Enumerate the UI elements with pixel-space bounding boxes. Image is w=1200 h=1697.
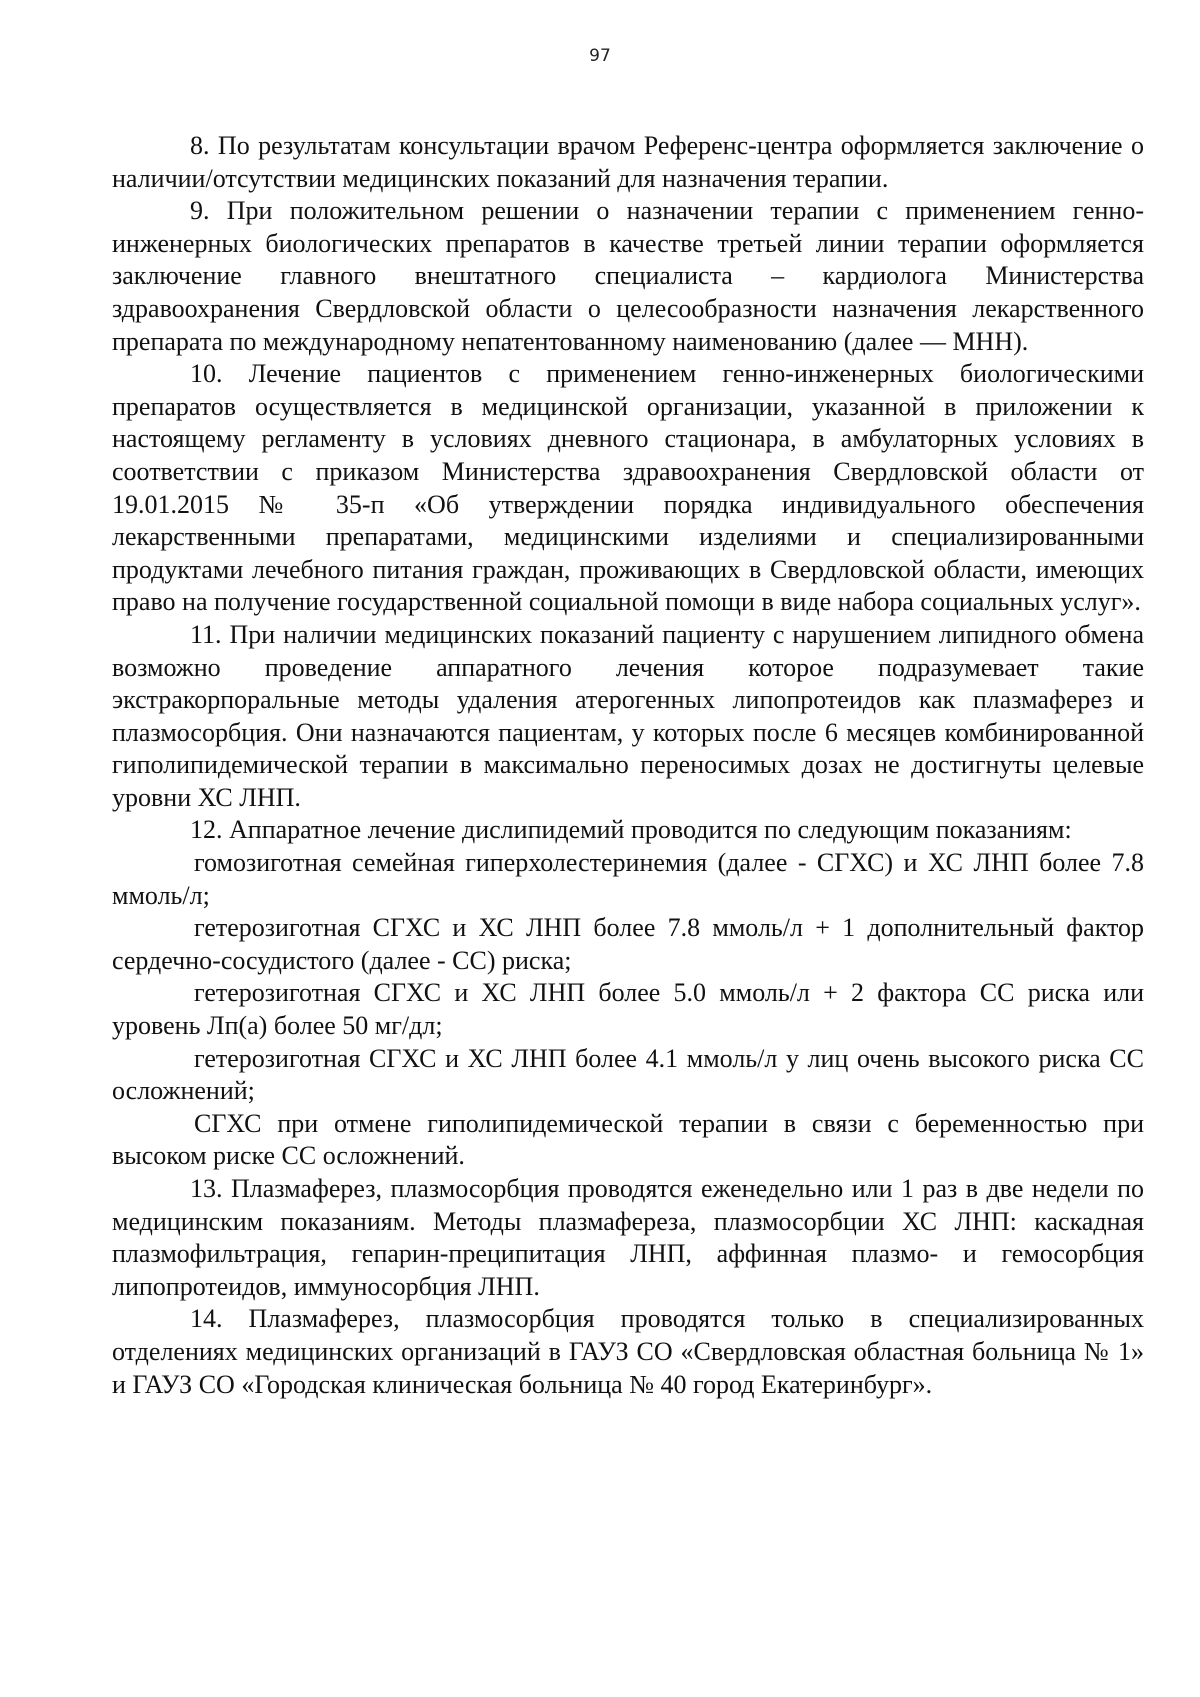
paragraph-11: 11. При наличии медицинских показаний пациенту с нарушением липидного обмена возможно проведение аппаратного лечения которое подразумевает такие экстракорпоральные методы удаления атерогенных липопротеидов как плазмаферез и плазмосорбция. Они назначаются пациентам, у которых после 6 месяцев комбинированной гиполипидемической терапии в максимально переносимых дозах не достигнуты целевые уровни ХС ЛНП. — [112, 619, 1144, 812]
indication-item: гомозиготная семейная гиперхолестеринемия (далее - СГХС) и ХС ЛНП более 7.8 ммоль/л; — [112, 848, 1144, 910]
paragraph-12: 12. Аппаратное лечение дислипидемий проводится по следующим показаниям: — [190, 815, 1072, 845]
paragraph-14: 14. Плазмаферез, плазмосорбция проводятся только в специализированных отделениях медицинских организаций в ГАУЗ СО «Свердловская областная больница № 1» и ГАУЗ СО «Городская клиническая больница № 40 город Екатеринбург». — [112, 1304, 1144, 1399]
indication-item: СГХС при отмене гиполипидемической терапии в связи с беременностью при высоком риске СС осложнений. — [112, 1108, 1144, 1171]
paragraph-13: 13. Плазмаферез, плазмосорбция проводятся еженедельно или 1 раз в две недели по медицинским показаниям. Методы плазмафереза, плазмосорбции ХС ЛНП: каскадная плазмофильтрация, гепарин-преципитация ЛНП, аффинная плазмо- и гемосорбция липопротеидов, иммуносорбция ЛНП. — [112, 1174, 1144, 1301]
paragraph-8: 8. По результатам консультации врачом Референс-центра оформляется заключение о наличии/отсутствии медицинских показаний для назначения терапии. — [112, 131, 1144, 193]
paragraph-9: 9. При положительном решении о назначении терапии с применением генно-инженерных биологических препаратов в качестве третьей линии терапии оформляется заключение главного внештатного специалиста – кардиолога Министерства здравоохранения Свердловской области о целесообразности назначения лекарственного препарата по международному непатентованному наименованию (далее — МНН). — [112, 196, 1144, 356]
paragraph-10: 10. Лечение пациентов с применением генно-инженерных биологическими препаратов осуществляется в медицинской организации, указанной в приложении к настоящему регламенту в условиях дневного стационара, в амбулаторных условиях в соответствии с приказом Министерства здравоохранения Свердловской области от 19.01.2015 № 35-п «Об утверждении порядка индивидуального обеспечения лекарственными препаратами, медицинскими изделиями и специализированными продуктами лечебного питания граждан, проживающих в Свердловской области, имеющих право на получение государственной социальной помощи в виде набора социальных услуг». — [112, 359, 1144, 617]
indication-item: гетерозиготная СГХС и ХС ЛНП более 7.8 ммоль/л + 1 дополнительный фактор сердечно-сосудистого (далее - СС) риска; — [112, 913, 1144, 975]
document-body — [112, 130, 1144, 1401]
page-number: 97 — [589, 46, 611, 66]
indication-item: гетерозиготная СГХС и ХС ЛНП более 4.1 ммоль/л у лиц очень высокого риска СС осложнений; — [112, 1043, 1144, 1106]
indication-item: гетерозиготная СГХС и ХС ЛНП более 5.0 ммоль/л + 2 фактора СС риска или уровень Лп(а) более 50 мг/дл; — [112, 978, 1144, 1041]
